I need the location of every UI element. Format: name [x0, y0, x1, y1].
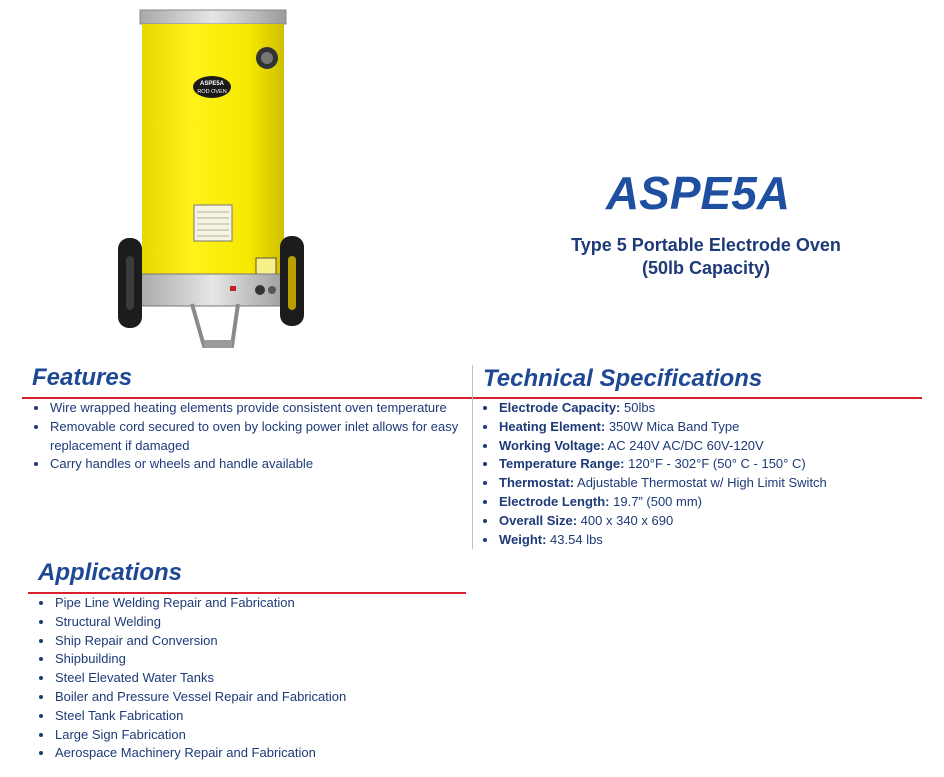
- spec-row: [475, 399, 935, 418]
- spec-value: 43.54 lbs: [550, 531, 603, 547]
- specs-list: [475, 399, 935, 549]
- feature-text: Removable cord secured to oven by locking power inlet allows for easy replacement if damaged: [50, 418, 459, 453]
- bullet-icon: [483, 444, 487, 448]
- bullet-icon: [39, 733, 43, 737]
- application-text: Large Sign Fabrication: [55, 726, 186, 742]
- bullet-icon: [39, 639, 43, 643]
- spec-value: 19.7” (500 mm): [613, 493, 703, 509]
- product-image: [112, 6, 312, 350]
- bullet-icon: [39, 714, 43, 718]
- bullet-icon: [34, 462, 38, 466]
- bullet-icon: [483, 538, 487, 542]
- list-item: [31, 669, 471, 688]
- features-list: [26, 399, 468, 474]
- spec-label: Overall Size:: [499, 512, 578, 528]
- bullet-icon: [34, 425, 38, 429]
- spec-row: [475, 474, 935, 493]
- application-text: Pipe Line Welding Repair and Fabrication: [55, 595, 295, 610]
- bullet-icon: [483, 500, 487, 504]
- badge-name-text: ROD OVEN: [197, 89, 227, 95]
- applications-heading: Applications: [38, 559, 183, 586]
- spec-row: [475, 512, 935, 531]
- bullet-icon: [483, 406, 487, 410]
- spec-label: Working Voltage:: [499, 437, 605, 453]
- spec-label: Temperature Range:: [499, 456, 625, 472]
- list-item: [31, 688, 471, 707]
- subtitle-line-2: (50lb Capacity): [641, 258, 771, 278]
- bullet-icon: [39, 676, 43, 680]
- list-item: [26, 455, 468, 474]
- bullet-icon: [39, 751, 43, 755]
- bullet-icon: [483, 481, 487, 485]
- product-subtitle: [540, 234, 872, 280]
- features-heading: Features: [32, 364, 133, 391]
- spec-value: Adjustable Thermostat w/ High Limit Switch: [577, 475, 827, 491]
- bullet-icon: [483, 519, 487, 523]
- bullet-icon: [39, 695, 43, 699]
- spec-row: [475, 455, 935, 474]
- badge-model-text: ASPE5A: [199, 81, 225, 87]
- bullet-icon: [39, 657, 43, 661]
- list-item: [26, 418, 468, 456]
- application-text: Steel Tank Fabrication: [55, 707, 184, 723]
- spec-row: [475, 437, 935, 456]
- application-text: Boiler and Pressure Vessel Repair and Fabrication: [55, 688, 347, 704]
- spec-label: Heating Element:: [499, 418, 606, 434]
- spec-row: [475, 493, 935, 512]
- spec-value: 350W Mica Band Type: [608, 418, 740, 434]
- bullet-icon: [483, 425, 487, 429]
- application-text: Shipbuilding: [55, 651, 126, 667]
- feature-text: Wire wrapped heating elements provide consistent oven temperature: [50, 400, 447, 415]
- list-item: [31, 707, 471, 726]
- subtitle-line-1: Type 5 Portable Electrode Oven: [571, 235, 841, 255]
- spec-label: Thermostat:: [499, 475, 575, 491]
- application-text: Steel Elevated Water Tanks: [55, 670, 214, 686]
- list-item: [31, 650, 471, 669]
- list-item: [31, 594, 471, 613]
- spec-value: 120°F - 302°F (50° C - 150° C): [628, 456, 806, 472]
- specs-heading: Technical Specifications: [483, 365, 763, 392]
- list-item: [31, 744, 471, 763]
- spec-label: Electrode Capacity:: [499, 400, 621, 415]
- list-item: [26, 399, 468, 418]
- spec-label: Electrode Length:: [499, 493, 610, 509]
- application-text: Structural Welding: [55, 613, 161, 629]
- list-item: [31, 632, 471, 651]
- application-text: Aerospace Machinery Repair and Fabrication: [55, 745, 316, 761]
- spec-row: [475, 418, 935, 437]
- feature-text: Carry handles or wheels and handle available: [50, 456, 314, 472]
- list-item: [31, 613, 471, 632]
- spec-label: Weight:: [499, 531, 547, 547]
- spec-value: AC 240V AC/DC 60V-120V: [607, 437, 764, 453]
- spec-value: 50lbs: [624, 400, 656, 415]
- spec-value: 400 x 340 x 690: [580, 512, 674, 528]
- list-item: [31, 726, 471, 745]
- spec-row: [475, 531, 935, 550]
- application-text: Ship Repair and Conversion: [55, 632, 218, 648]
- bullet-icon: [483, 462, 487, 466]
- column-divider: [472, 365, 473, 549]
- applications-list: [31, 594, 471, 763]
- product-model-title: ASPE5A: [605, 167, 791, 219]
- bullet-icon: [39, 620, 43, 624]
- bullet-icon: [34, 406, 38, 410]
- bullet-icon: [39, 601, 43, 605]
